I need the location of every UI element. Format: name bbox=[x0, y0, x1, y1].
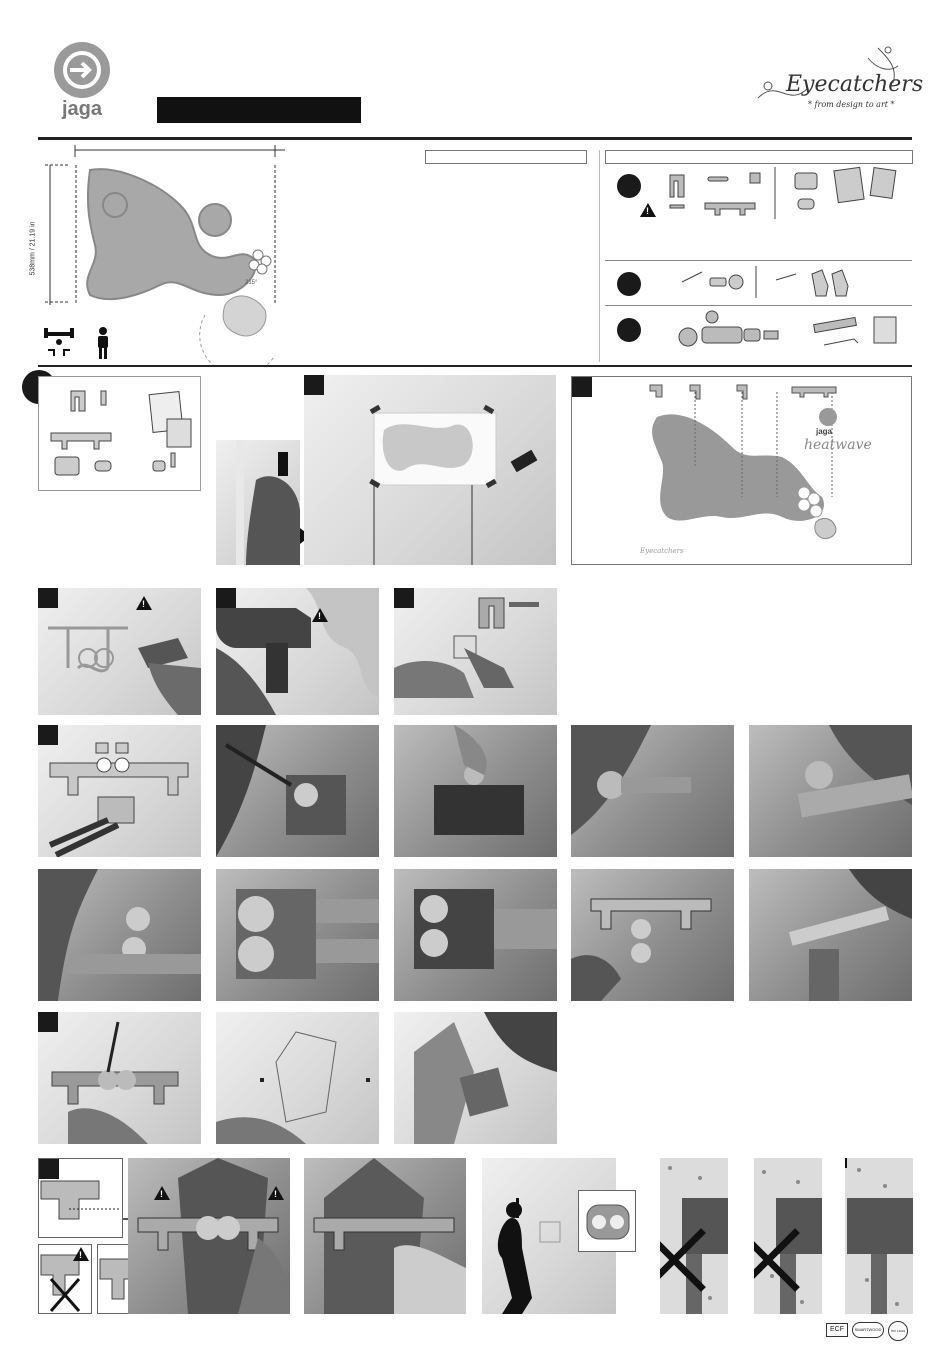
right-section-header bbox=[605, 150, 913, 164]
warning-icon bbox=[312, 608, 328, 622]
step-2-photo-template bbox=[304, 375, 556, 565]
height-dimension: 538mm / 21.19 in bbox=[29, 221, 37, 276]
iso-text: ISO 14001 bbox=[890, 1329, 906, 1333]
warning-icon bbox=[268, 1186, 284, 1200]
step-5-photo-drilling bbox=[216, 588, 379, 715]
parts-row-1-items bbox=[660, 167, 910, 223]
step-8-photo-c bbox=[394, 869, 557, 1001]
smartwood-text: SMARTWOOD bbox=[854, 1327, 882, 1332]
step-8-photo-e bbox=[749, 869, 912, 1001]
step-3-template-panel bbox=[571, 376, 912, 565]
ornament-overview bbox=[29, 145, 290, 365]
step-1-parts-box bbox=[38, 376, 201, 491]
step-6-photo-bracket bbox=[394, 588, 557, 715]
template-brand: jaga bbox=[816, 427, 833, 436]
rotation-label: 315° bbox=[245, 280, 258, 286]
step-10-photo-mount bbox=[128, 1158, 290, 1314]
ecf-logo bbox=[826, 1323, 848, 1337]
parts-row-3-items bbox=[674, 309, 904, 355]
warning-icon bbox=[136, 596, 152, 610]
warning-icon bbox=[640, 203, 656, 217]
jaga-logo bbox=[52, 40, 112, 122]
eyecatchers-title: Eyecatchers bbox=[786, 72, 924, 97]
step-7-diagram-pipes bbox=[38, 725, 201, 857]
step-8-photo-a bbox=[38, 869, 201, 1001]
step-10-detail-box-wrong bbox=[38, 1244, 92, 1314]
section-rule bbox=[38, 365, 912, 367]
warning-icon bbox=[73, 1247, 89, 1261]
step-7-photo-clip bbox=[394, 725, 557, 857]
step-1-photo-wall bbox=[216, 440, 300, 565]
section-wrong-1 bbox=[660, 1158, 728, 1314]
header-rule bbox=[38, 137, 912, 140]
step-8-photo-d bbox=[571, 869, 734, 1001]
template-caption: Eyecatchers bbox=[640, 547, 684, 555]
step-8-photo-b bbox=[216, 869, 379, 1001]
step-9-photo-chase bbox=[394, 1012, 557, 1144]
smartwood-logo bbox=[852, 1322, 884, 1338]
template-product: heatwave bbox=[804, 437, 872, 453]
ecf-text: ECF bbox=[830, 1326, 844, 1333]
step-10-detail-box-fitting bbox=[578, 1190, 636, 1252]
parts-row-3-badge bbox=[617, 318, 641, 342]
warning-icon bbox=[154, 1186, 170, 1200]
section-wrong-2 bbox=[754, 1158, 822, 1314]
title-bar bbox=[157, 97, 361, 123]
step-9-photo-mark bbox=[38, 1012, 201, 1144]
parts-row-2-badge bbox=[617, 272, 641, 296]
step-9-photo-outline bbox=[216, 1012, 379, 1144]
left-section-header bbox=[425, 150, 587, 164]
jaga-wordmark: jaga bbox=[61, 98, 103, 120]
cross-icon bbox=[754, 1182, 802, 1314]
parts-divider-2 bbox=[605, 305, 912, 306]
step-10-photo-plaster bbox=[304, 1158, 466, 1314]
cross-icon bbox=[660, 1182, 708, 1314]
ok-badge bbox=[845, 1158, 847, 1168]
step-7-photo-screw bbox=[216, 725, 379, 857]
parts-vertical-divider bbox=[599, 150, 600, 362]
step-4-photo-drill-mark bbox=[38, 588, 201, 715]
iso-logo bbox=[888, 1321, 908, 1341]
eyecatchers-logo bbox=[748, 38, 924, 118]
eyecatchers-tagline: * from design to art * bbox=[808, 100, 895, 109]
step-7-photo-fitting-b bbox=[749, 725, 912, 857]
parts-row-1-badge bbox=[617, 174, 641, 198]
parts-row-2-items bbox=[676, 266, 866, 300]
parts-divider-1 bbox=[605, 260, 912, 261]
person-icon bbox=[96, 327, 110, 359]
section-correct bbox=[845, 1158, 913, 1314]
step-7-photo-fitting-a bbox=[571, 725, 734, 857]
step-10-detail-box-a bbox=[38, 1158, 123, 1238]
lifting-icon bbox=[42, 328, 76, 358]
